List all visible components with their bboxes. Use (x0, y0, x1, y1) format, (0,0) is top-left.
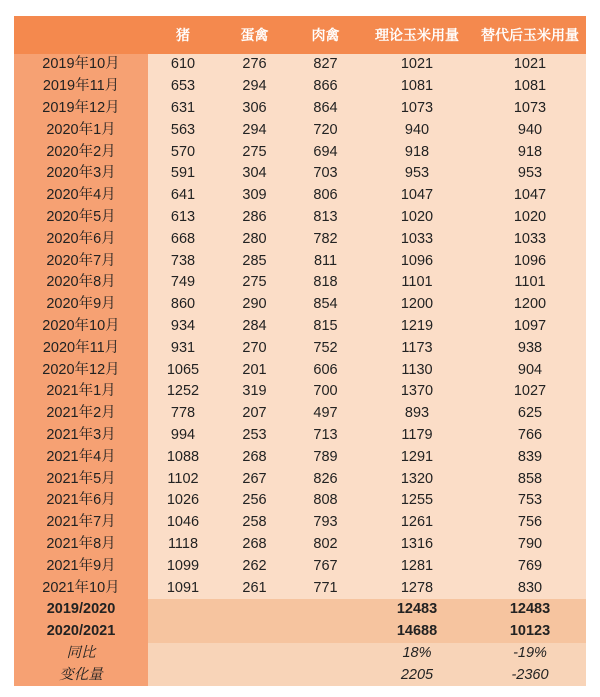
value-cell (291, 643, 360, 665)
table-body (14, 54, 586, 686)
row-label-cell: 2020年1月 (14, 119, 148, 141)
value-cell: 1073 (360, 98, 474, 120)
value-cell (148, 643, 218, 665)
value-cell (218, 599, 291, 621)
value-cell: 1118 (148, 534, 218, 556)
value-cell: 826 (291, 468, 360, 490)
row-label-cell: 2020年5月 (14, 207, 148, 229)
row-label-cell: 2021年5月 (14, 468, 148, 490)
row-label-cell: 2021年1月 (14, 381, 148, 403)
table-row (14, 207, 586, 229)
value-cell: 1099 (148, 555, 218, 577)
value-cell: 771 (291, 577, 360, 599)
value-cell: 1101 (474, 272, 586, 294)
value-cell: 207 (218, 403, 291, 425)
value-cell: 253 (218, 425, 291, 447)
row-label-cell: 2020年8月 (14, 272, 148, 294)
value-cell: 827 (291, 54, 360, 76)
value-cell: 811 (291, 250, 360, 272)
value-cell: 668 (148, 228, 218, 250)
value-cell: 778 (148, 403, 218, 425)
row-label-cell: 同比 (14, 643, 148, 665)
value-cell: 802 (291, 534, 360, 556)
table-row (14, 468, 586, 490)
column-header: 理论玉米用量 (360, 16, 474, 54)
table-row (14, 54, 586, 76)
table-row (14, 555, 586, 577)
value-cell: 625 (474, 403, 586, 425)
row-label-cell: 2020年9月 (14, 294, 148, 316)
row-label-cell: 2021年4月 (14, 446, 148, 468)
value-cell: 610 (148, 54, 218, 76)
value-cell: 306 (218, 98, 291, 120)
value-cell: -2360 (474, 664, 586, 686)
value-cell: 808 (291, 490, 360, 512)
value-cell: 641 (148, 185, 218, 207)
value-cell (218, 643, 291, 665)
row-label-cell: 2020年10月 (14, 316, 148, 338)
value-cell: 1081 (360, 76, 474, 98)
value-cell: 752 (291, 337, 360, 359)
value-cell: 769 (474, 555, 586, 577)
value-cell: 12483 (360, 599, 474, 621)
value-cell: 756 (474, 512, 586, 534)
value-cell: 893 (360, 403, 474, 425)
value-cell: 1073 (474, 98, 586, 120)
value-cell: 1047 (360, 185, 474, 207)
value-cell: 703 (291, 163, 360, 185)
corn-usage-table-container (14, 16, 586, 686)
header-corner-cell (14, 16, 148, 54)
value-cell: 309 (218, 185, 291, 207)
value-cell: 2205 (360, 664, 474, 686)
value-cell: 268 (218, 534, 291, 556)
value-cell: 1096 (360, 250, 474, 272)
value-cell: 319 (218, 381, 291, 403)
value-cell: 818 (291, 272, 360, 294)
row-label-cell: 2020年11月 (14, 337, 148, 359)
row-label-cell: 2020年4月 (14, 185, 148, 207)
value-cell (218, 664, 291, 686)
value-cell: 940 (360, 119, 474, 141)
value-cell: 294 (218, 76, 291, 98)
value-cell: 1047 (474, 185, 586, 207)
row-label-cell: 2021年2月 (14, 403, 148, 425)
value-cell: 570 (148, 141, 218, 163)
value-cell: 1027 (474, 381, 586, 403)
stat-row (14, 643, 586, 665)
value-cell: 940 (474, 119, 586, 141)
value-cell: 1219 (360, 316, 474, 338)
table-row (14, 98, 586, 120)
value-cell: 790 (474, 534, 586, 556)
row-label-cell: 2019年11月 (14, 76, 148, 98)
value-cell: 10123 (474, 621, 586, 643)
value-cell: 918 (360, 141, 474, 163)
table-row (14, 316, 586, 338)
value-cell: 497 (291, 403, 360, 425)
table-header-row (14, 16, 586, 54)
value-cell: 1281 (360, 555, 474, 577)
value-cell: 806 (291, 185, 360, 207)
value-cell: 866 (291, 76, 360, 98)
value-cell: 256 (218, 490, 291, 512)
row-label-cell: 2020年3月 (14, 163, 148, 185)
value-cell: 1255 (360, 490, 474, 512)
column-header: 猪 (148, 16, 218, 54)
row-label-cell: 2020年2月 (14, 141, 148, 163)
value-cell: 1101 (360, 272, 474, 294)
value-cell (148, 599, 218, 621)
value-cell: 766 (474, 425, 586, 447)
table-row (14, 294, 586, 316)
value-cell: 767 (291, 555, 360, 577)
row-label-cell: 2021年6月 (14, 490, 148, 512)
value-cell: 1291 (360, 446, 474, 468)
table-row (14, 359, 586, 381)
value-cell: 1316 (360, 534, 474, 556)
stat-row (14, 664, 586, 686)
table-row (14, 163, 586, 185)
value-cell: 1097 (474, 316, 586, 338)
value-cell (148, 621, 218, 643)
row-label-cell: 2019/2020 (14, 599, 148, 621)
value-cell: 789 (291, 446, 360, 468)
value-cell: 713 (291, 425, 360, 447)
row-label-cell: 2021年9月 (14, 555, 148, 577)
value-cell: 904 (474, 359, 586, 381)
corn-usage-table (14, 16, 586, 686)
value-cell: 694 (291, 141, 360, 163)
value-cell: 294 (218, 119, 291, 141)
value-cell: 1021 (474, 54, 586, 76)
value-cell: 753 (474, 490, 586, 512)
value-cell: 720 (291, 119, 360, 141)
table-row (14, 185, 586, 207)
row-label-cell: 2020年7月 (14, 250, 148, 272)
value-cell: 1020 (360, 207, 474, 229)
column-header: 替代后玉米用量 (474, 16, 586, 54)
value-cell: 953 (360, 163, 474, 185)
value-cell: 1252 (148, 381, 218, 403)
value-cell: 258 (218, 512, 291, 534)
table-row (14, 119, 586, 141)
row-label-cell: 2020年12月 (14, 359, 148, 381)
value-cell: 270 (218, 337, 291, 359)
value-cell: 613 (148, 207, 218, 229)
value-cell: 1200 (474, 294, 586, 316)
value-cell: 1130 (360, 359, 474, 381)
table-row (14, 337, 586, 359)
value-cell: 280 (218, 228, 291, 250)
table-row (14, 403, 586, 425)
value-cell: 738 (148, 250, 218, 272)
value-cell: 304 (218, 163, 291, 185)
value-cell: 1046 (148, 512, 218, 534)
value-cell: 839 (474, 446, 586, 468)
value-cell: 793 (291, 512, 360, 534)
value-cell: 782 (291, 228, 360, 250)
value-cell (291, 599, 360, 621)
row-label-cell: 2019年10月 (14, 54, 148, 76)
row-label-cell: 2020/2021 (14, 621, 148, 643)
value-cell (291, 621, 360, 643)
row-label-cell: 变化量 (14, 664, 148, 686)
value-cell: 858 (474, 468, 586, 490)
row-label-cell: 2021年7月 (14, 512, 148, 534)
column-header: 蛋禽 (218, 16, 291, 54)
value-cell: 934 (148, 316, 218, 338)
table-row (14, 250, 586, 272)
value-cell (218, 621, 291, 643)
value-cell: 918 (474, 141, 586, 163)
row-label-cell: 2021年10月 (14, 577, 148, 599)
table-row (14, 490, 586, 512)
table-row (14, 76, 586, 98)
value-cell: 631 (148, 98, 218, 120)
value-cell (148, 664, 218, 686)
row-label-cell: 2019年12月 (14, 98, 148, 120)
value-cell: 813 (291, 207, 360, 229)
value-cell: 1020 (474, 207, 586, 229)
value-cell: 700 (291, 381, 360, 403)
row-label-cell: 2021年3月 (14, 425, 148, 447)
value-cell: 261 (218, 577, 291, 599)
value-cell: 201 (218, 359, 291, 381)
value-cell: 1021 (360, 54, 474, 76)
value-cell: 854 (291, 294, 360, 316)
value-cell: 1065 (148, 359, 218, 381)
value-cell: 262 (218, 555, 291, 577)
value-cell: 290 (218, 294, 291, 316)
value-cell: 1096 (474, 250, 586, 272)
table-row (14, 228, 586, 250)
value-cell: 938 (474, 337, 586, 359)
value-cell: 275 (218, 272, 291, 294)
value-cell: 953 (474, 163, 586, 185)
value-cell: 285 (218, 250, 291, 272)
value-cell: 653 (148, 76, 218, 98)
value-cell: 606 (291, 359, 360, 381)
value-cell: 18% (360, 643, 474, 665)
value-cell: 14688 (360, 621, 474, 643)
table-row (14, 425, 586, 447)
table-row (14, 534, 586, 556)
value-cell: 864 (291, 98, 360, 120)
table-row (14, 577, 586, 599)
value-cell: 1033 (474, 228, 586, 250)
value-cell: 815 (291, 316, 360, 338)
value-cell: 1370 (360, 381, 474, 403)
value-cell: 268 (218, 446, 291, 468)
value-cell: 1200 (360, 294, 474, 316)
value-cell: 994 (148, 425, 218, 447)
value-cell: 276 (218, 54, 291, 76)
value-cell: 275 (218, 141, 291, 163)
value-cell: 1102 (148, 468, 218, 490)
value-cell: 1320 (360, 468, 474, 490)
value-cell: 931 (148, 337, 218, 359)
table-row (14, 512, 586, 534)
summary-row (14, 621, 586, 643)
value-cell: 830 (474, 577, 586, 599)
value-cell: 860 (148, 294, 218, 316)
value-cell: 1088 (148, 446, 218, 468)
value-cell: 286 (218, 207, 291, 229)
row-label-cell: 2020年6月 (14, 228, 148, 250)
value-cell: 749 (148, 272, 218, 294)
value-cell (291, 664, 360, 686)
value-cell: 284 (218, 316, 291, 338)
value-cell: 1179 (360, 425, 474, 447)
value-cell: 1033 (360, 228, 474, 250)
value-cell: 12483 (474, 599, 586, 621)
value-cell: 1026 (148, 490, 218, 512)
table-row (14, 272, 586, 294)
value-cell: 1261 (360, 512, 474, 534)
table-row (14, 381, 586, 403)
value-cell: 1173 (360, 337, 474, 359)
column-header: 肉禽 (291, 16, 360, 54)
value-cell: -19% (474, 643, 586, 665)
table-row (14, 141, 586, 163)
table-row (14, 446, 586, 468)
value-cell: 1278 (360, 577, 474, 599)
value-cell: 267 (218, 468, 291, 490)
value-cell: 591 (148, 163, 218, 185)
row-label-cell: 2021年8月 (14, 534, 148, 556)
value-cell: 1091 (148, 577, 218, 599)
value-cell: 1081 (474, 76, 586, 98)
value-cell: 563 (148, 119, 218, 141)
summary-row (14, 599, 586, 621)
